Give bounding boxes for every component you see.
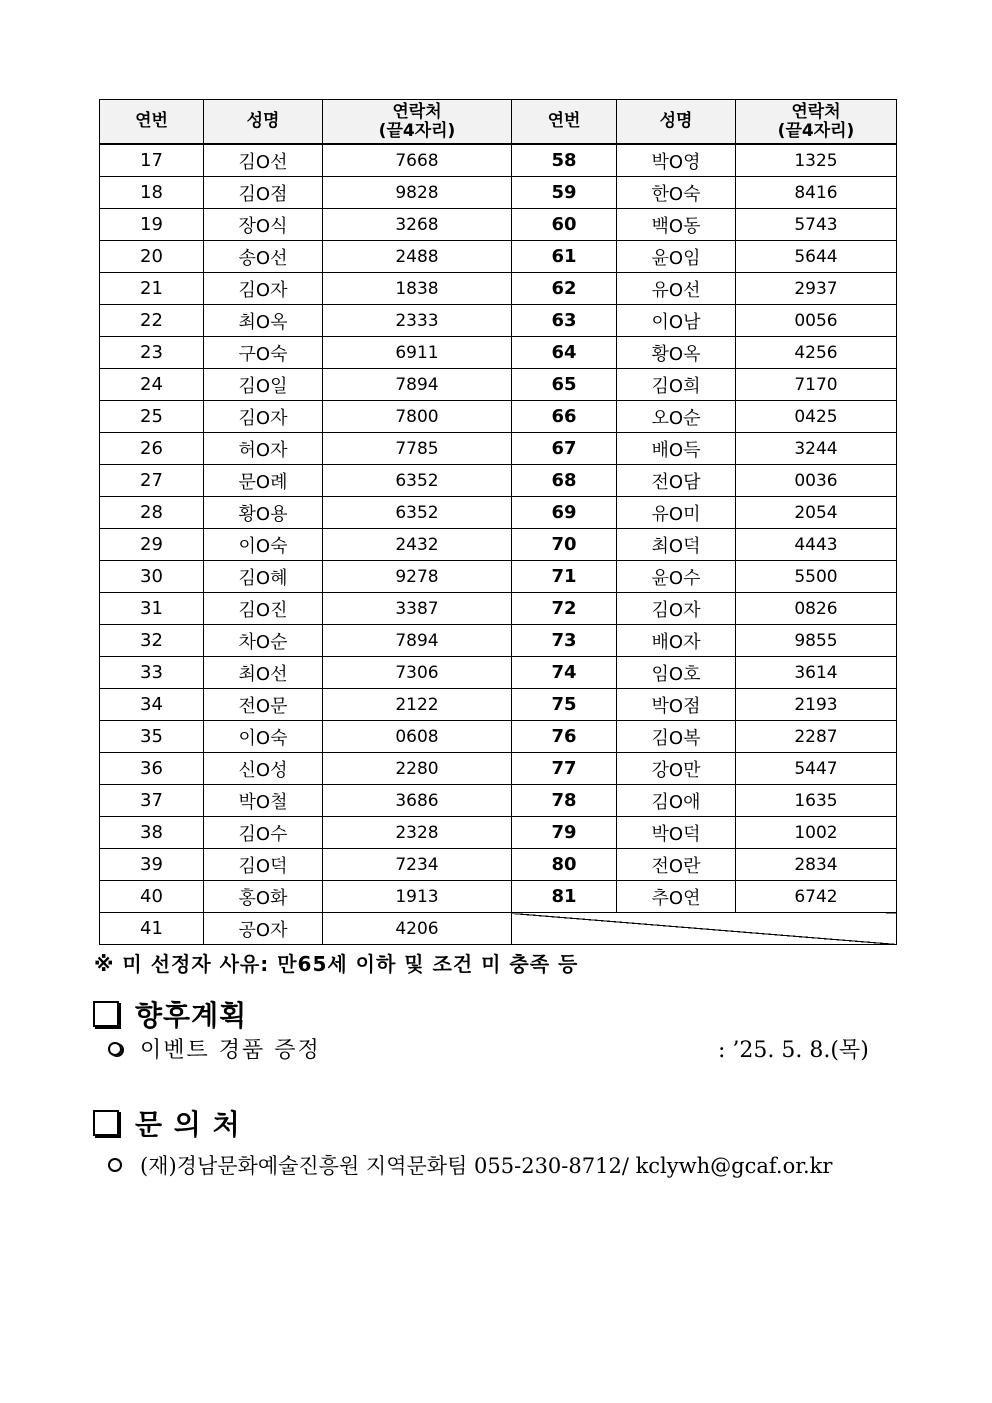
row-number: 18 — [100, 177, 204, 209]
row-number: 41 — [100, 913, 204, 945]
row-contact: 2488 — [323, 241, 512, 273]
plan-section-title — [93, 994, 247, 1034]
row-name: 공O자 — [204, 913, 323, 945]
row-name: 최O덕 — [617, 529, 736, 561]
contact-section-title — [93, 1103, 241, 1143]
table-row — [100, 497, 897, 529]
row-contact: 2122 — [323, 689, 512, 721]
row-name: 박O점 — [617, 689, 736, 721]
row-contact: 5743 — [736, 209, 897, 241]
table-row — [100, 209, 897, 241]
row-number: 25 — [100, 401, 204, 433]
table-row — [100, 401, 897, 433]
row-name: 유O선 — [617, 273, 736, 305]
row-number: 35 — [100, 721, 204, 753]
row-name: 김O선 — [204, 144, 323, 177]
row-contact: 1002 — [736, 817, 897, 849]
row-name: 김O자 — [204, 401, 323, 433]
winners-table — [99, 99, 897, 945]
row-name: 유O미 — [617, 497, 736, 529]
row-contact: 1635 — [736, 785, 897, 817]
row-contact: 6742 — [736, 881, 897, 913]
table-row — [100, 433, 897, 465]
row-contact: 2280 — [323, 753, 512, 785]
row-name: 최O옥 — [204, 305, 323, 337]
header-no: 연번 — [512, 100, 617, 145]
table-row — [100, 657, 897, 689]
row-number: 23 — [100, 337, 204, 369]
row-contact: 0036 — [736, 465, 897, 497]
row-contact: 5500 — [736, 561, 897, 593]
contact-title: 문 의 처 — [135, 1108, 241, 1141]
row-number: 63 — [512, 305, 617, 337]
row-name: 신O성 — [204, 753, 323, 785]
table-row — [100, 529, 897, 561]
row-name: 오O순 — [617, 401, 736, 433]
row-name: 김O진 — [204, 593, 323, 625]
row-contact: 3387 — [323, 593, 512, 625]
table-row — [100, 753, 897, 785]
row-contact: 1325 — [736, 144, 897, 177]
row-contact: 3686 — [323, 785, 512, 817]
table-row — [100, 881, 897, 913]
row-number: 69 — [512, 497, 617, 529]
table-row — [100, 369, 897, 401]
row-number: 67 — [512, 433, 617, 465]
row-name: 배O자 — [617, 625, 736, 657]
row-number: 34 — [100, 689, 204, 721]
row-number: 21 — [100, 273, 204, 305]
row-number: 70 — [512, 529, 617, 561]
row-name: 김O점 — [204, 177, 323, 209]
row-number: 32 — [100, 625, 204, 657]
row-contact: 7894 — [323, 625, 512, 657]
row-contact: 4443 — [736, 529, 897, 561]
row-contact: 7668 — [323, 144, 512, 177]
row-contact: 3614 — [736, 657, 897, 689]
row-contact: 0608 — [323, 721, 512, 753]
row-number: 68 — [512, 465, 617, 497]
contact-item — [108, 1150, 832, 1180]
row-name: 김O자 — [617, 593, 736, 625]
row-name: 윤O수 — [617, 561, 736, 593]
row-number: 61 — [512, 241, 617, 273]
table-body — [100, 144, 897, 945]
row-number: 72 — [512, 593, 617, 625]
row-contact: 9828 — [323, 177, 512, 209]
row-contact: 2193 — [736, 689, 897, 721]
row-number: 75 — [512, 689, 617, 721]
row-number: 19 — [100, 209, 204, 241]
row-name: 배O득 — [617, 433, 736, 465]
row-contact: 6911 — [323, 337, 512, 369]
checkbox-square-icon — [93, 1110, 119, 1136]
row-number: 65 — [512, 369, 617, 401]
table-row — [100, 465, 897, 497]
row-name: 이O숙 — [204, 721, 323, 753]
circle-bullet-icon — [108, 1158, 122, 1172]
row-contact: 7170 — [736, 369, 897, 401]
row-name: 박O영 — [617, 144, 736, 177]
row-name: 김O복 — [617, 721, 736, 753]
row-contact: 5447 — [736, 753, 897, 785]
row-number: 36 — [100, 753, 204, 785]
table-row — [100, 913, 897, 945]
row-name: 김O수 — [204, 817, 323, 849]
row-contact: 6352 — [323, 465, 512, 497]
row-contact: 8416 — [736, 177, 897, 209]
row-number: 64 — [512, 337, 617, 369]
row-name: 박O덕 — [617, 817, 736, 849]
row-contact: 2333 — [323, 305, 512, 337]
row-name: 김O자 — [204, 273, 323, 305]
row-name: 송O선 — [204, 241, 323, 273]
row-number: 26 — [100, 433, 204, 465]
row-number: 27 — [100, 465, 204, 497]
row-name: 황O옥 — [617, 337, 736, 369]
plan-item — [108, 1033, 321, 1064]
row-name: 임O호 — [617, 657, 736, 689]
row-number: 77 — [512, 753, 617, 785]
row-number: 28 — [100, 497, 204, 529]
row-number: 81 — [512, 881, 617, 913]
row-contact: 3268 — [323, 209, 512, 241]
header-name: 성명 — [204, 100, 323, 145]
row-name: 전O담 — [617, 465, 736, 497]
table-row — [100, 785, 897, 817]
table-row — [100, 689, 897, 721]
row-name: 한O숙 — [617, 177, 736, 209]
row-name: 장O식 — [204, 209, 323, 241]
row-contact: 9855 — [736, 625, 897, 657]
row-contact: 1838 — [323, 273, 512, 305]
row-number: 80 — [512, 849, 617, 881]
row-name: 이O남 — [617, 305, 736, 337]
row-number: 39 — [100, 849, 204, 881]
row-name: 박O철 — [204, 785, 323, 817]
table-row — [100, 721, 897, 753]
row-number: 71 — [512, 561, 617, 593]
row-contact: 3244 — [736, 433, 897, 465]
row-number: 74 — [512, 657, 617, 689]
row-name: 김O애 — [617, 785, 736, 817]
row-name: 강O만 — [617, 753, 736, 785]
row-name: 차O순 — [204, 625, 323, 657]
row-name: 허O자 — [204, 433, 323, 465]
row-contact: 0826 — [736, 593, 897, 625]
row-name: 윤O임 — [617, 241, 736, 273]
row-number: 76 — [512, 721, 617, 753]
row-contact: 7306 — [323, 657, 512, 689]
row-name: 백O동 — [617, 209, 736, 241]
row-number: 78 — [512, 785, 617, 817]
row-number: 40 — [100, 881, 204, 913]
row-number: 37 — [100, 785, 204, 817]
row-number: 38 — [100, 817, 204, 849]
row-contact: 0425 — [736, 401, 897, 433]
row-name: 최O선 — [204, 657, 323, 689]
row-contact: 2834 — [736, 849, 897, 881]
row-contact: 5644 — [736, 241, 897, 273]
table-row — [100, 305, 897, 337]
table-row — [100, 241, 897, 273]
header-contact: 연락처 (끝4자리) — [323, 100, 512, 145]
row-number: 79 — [512, 817, 617, 849]
row-contact: 9278 — [323, 561, 512, 593]
row-contact: 2054 — [736, 497, 897, 529]
row-number: 60 — [512, 209, 617, 241]
row-contact: 4206 — [323, 913, 512, 945]
contact-item-text: (재)경남문화예술진흥원 지역문화팀 055-230-8712/ kclywh@gcaf.or.kr — [140, 1154, 833, 1178]
header-contact: 연락처 (끝4자리) — [736, 100, 897, 145]
row-contact: 0056 — [736, 305, 897, 337]
row-number: 29 — [100, 529, 204, 561]
table-row — [100, 625, 897, 657]
row-contact: 7785 — [323, 433, 512, 465]
row-name: 김O일 — [204, 369, 323, 401]
row-name: 이O숙 — [204, 529, 323, 561]
row-contact: 1913 — [323, 881, 512, 913]
row-contact: 2287 — [736, 721, 897, 753]
row-contact: 6352 — [323, 497, 512, 529]
row-name: 문O례 — [204, 465, 323, 497]
plan-item-text: 이벤트 경품 증정 — [140, 1038, 321, 1063]
row-contact: 7800 — [323, 401, 512, 433]
row-contact: 7234 — [323, 849, 512, 881]
row-number: 30 — [100, 561, 204, 593]
row-name: 황O용 — [204, 497, 323, 529]
checkbox-square-icon — [93, 1001, 119, 1027]
header-no: 연번 — [100, 100, 204, 145]
row-number: 62 — [512, 273, 617, 305]
row-contact: 2432 — [323, 529, 512, 561]
row-name: 추O연 — [617, 881, 736, 913]
row-name: 김O혜 — [204, 561, 323, 593]
empty-cell — [512, 913, 897, 945]
plan-title: 향후계획 — [135, 999, 248, 1032]
table-row — [100, 273, 897, 305]
header-name: 성명 — [617, 100, 736, 145]
row-name: 전O문 — [204, 689, 323, 721]
table-row — [100, 817, 897, 849]
row-number: 31 — [100, 593, 204, 625]
note-text: ※ 미 선정자 사유: 만65세 이하 및 조건 미 충족 등 — [94, 952, 579, 976]
table-header-row — [100, 100, 897, 145]
row-name: 구O숙 — [204, 337, 323, 369]
row-number: 20 — [100, 241, 204, 273]
row-name: 김O덕 — [204, 849, 323, 881]
row-number: 24 — [100, 369, 204, 401]
row-number: 59 — [512, 177, 617, 209]
plan-item-date: : ’25. 5. 8.(목) — [718, 1038, 869, 1063]
circle-bullet-icon — [108, 1042, 122, 1056]
row-number: 73 — [512, 625, 617, 657]
row-number: 22 — [100, 305, 204, 337]
table-row — [100, 849, 897, 881]
row-contact: 7894 — [323, 369, 512, 401]
table-row — [100, 177, 897, 209]
table-row — [100, 337, 897, 369]
row-number: 58 — [512, 144, 617, 177]
table-row — [100, 561, 897, 593]
row-contact: 2328 — [323, 817, 512, 849]
row-name: 홍O화 — [204, 881, 323, 913]
row-name: 전O란 — [617, 849, 736, 881]
row-contact: 4256 — [736, 337, 897, 369]
row-number: 33 — [100, 657, 204, 689]
row-contact: 2937 — [736, 273, 897, 305]
row-number: 66 — [512, 401, 617, 433]
table-row — [100, 593, 897, 625]
row-number: 17 — [100, 144, 204, 177]
table-row — [100, 144, 897, 177]
row-name: 김O희 — [617, 369, 736, 401]
